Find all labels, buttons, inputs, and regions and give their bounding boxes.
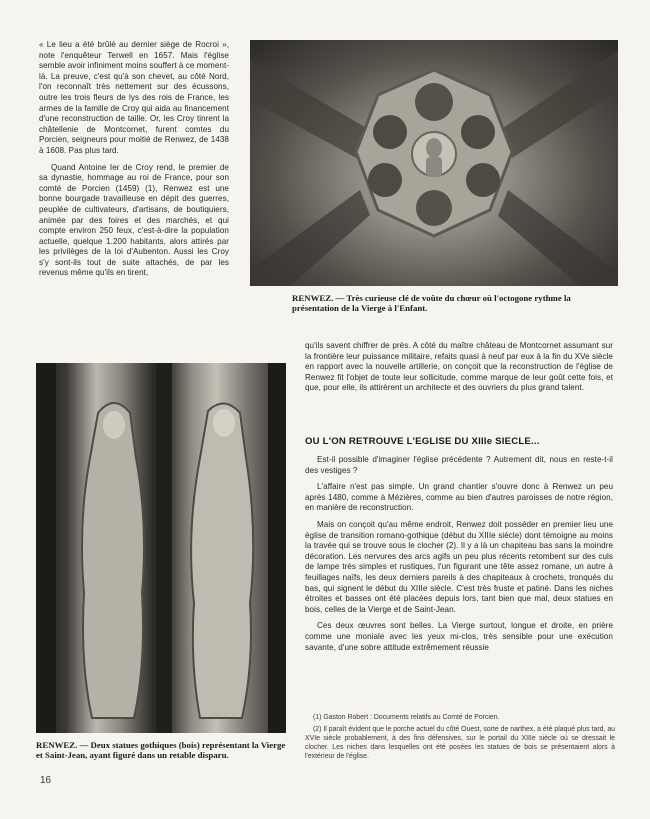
footnote: (1) Gaston Robert : Documents relatifs au Comté de Porcien. [313, 714, 500, 721]
page-number: 16 [40, 775, 52, 786]
paragraph: qu'ils savent chiffrer de près. A côté du maître château de Montcornet assumant sur la frontière leur puissance militaire, refaits quasi à neuf par eux à la fin du XVe siècle en rapport avec la nouvelle artillerie, on conçoit que la reconstruction de l'église de Renwez fit l'objet de toute leur sollicitude, comme marque de leur goût cette fois, et que, pour elle, ils attirèrent un architecte et des ouvriers du plus grand talent. [305, 341, 613, 393]
keystone-illustration [250, 40, 618, 286]
footnotes [305, 713, 615, 764]
caption-text: — Deux statues gothiques (bois) représentant la Vierge et Saint-Jean, ayant figuré dans un retable disparu. [36, 740, 286, 761]
paragraph: L'affaire n'est pas simple. Un grand chantier s'ouvre donc à Renwez un peu après 1480, comme à Mézières, comme au bien d'autres paroisses de notre région, en manière de reconstruction. [305, 482, 613, 513]
caption-text: — Très curieuse clé de voûte du chœur où l'octogone rythme la présentation de la Vierge à l'Enfant. [292, 293, 571, 314]
statues-photo [36, 363, 286, 733]
paragraph: Mais on conçoit qu'au même endroit, Renwez doit posséder en premier lieu une église de transition romano-gothique (début du XIIIe siècle) dont témoigne au moins la travée qui se trouve sous le clocher (2). Il y a là un chapiteau bas sans la moindre décoration. Les nervures des arcs agifs un peu plus récents retombent sur des culs de lampe très simples et rustiques, l'un figurant une tête assez romane, un autre à feuillages naïfs, les deux derniers pareils à des chapiteaux à crochets, tronqués du bas, qui signent le début du XIIIe siècle. C'est très fruste et patiné. Dans les niches étroites et basses ont été placées depuis lors, tant bien que mal, deux statues en bois, celles de la Vierge et de Saint-Jean. [305, 519, 613, 614]
statues-photo-caption [36, 740, 291, 760]
vault-keystone-photo [250, 40, 618, 286]
paragraph: Quand Antoine Ier de Croy rend, le premier de sa dynastie, hommage au roi de France, pour son comté de Porcien (1459) (1), Renwez est une bonne bourgade travailleuse en dépit des guerres, peuplée de cultivateurs, d'artisans, de boutiquiers, animée par des foires et des marchés, et qui compte environ 250 feux, c'est-à-dire la population actuelle, quelque 1.200 habitants, alors attirés par les privilèges de la loi d'Aubenton. Aussi les Croy s'y sont-ils tout de suite attachés, de par les revenus même qu'ils en tirent, [39, 162, 229, 278]
right-text-column-continued [305, 455, 613, 653]
left-text-column [39, 40, 229, 279]
paragraph: Ces deux œuvres sont belles. La Vierge surtout, longue et droite, en prière comme une moniale avec les yeux mi-clos, très sensible pour une exécution savante, d'une sobre attitude extrêmement réussie [305, 621, 613, 652]
caption-place: RENWEZ. [292, 293, 334, 303]
caption-place: RENWEZ. [36, 740, 78, 750]
section-heading: OU L'ON RETROUVE L'EGLISE DU XIIIe SIECLE... [305, 436, 540, 447]
paragraph: « Le lieu a été brûlé au dernier siège de Rocroi », note l'enquêteur Terwell en 1657. Mais l'église semble avoir infiniment moins souffert à ce moment-là. La preuve, c'est qu'à son chevet, au côté Nord, l'on reconnaît très nettement sur des écussons, outre les trois fleurs de lys des rois de France, les armes de la famille de Croy qui aida au financement d'une reconstruction de taille. Or, les Croy tinrent la châtellenie de Montcornet, furent comtes du Porcien, seigneurs pour moitié de Renwez, de 1438 à 1608. Pas plus tard. [39, 40, 229, 155]
vault-photo-caption [292, 293, 592, 313]
statues-illustration [36, 363, 286, 733]
right-text-column [305, 341, 613, 394]
paragraph: Est-il possible d'imaginer l'église précédente ? Autrement dit, nous en reste-t-il des vestiges ? [305, 455, 613, 475]
footnote: (2) Il paraît évident que le porche actuel du côté Ouest, sorte de narthex, a été plaqué plus tard, au XVIe siècle probablement, à des fins défensives, sur le portail du XIIIe siècle où se dressait le clocher. Les niches dans lesquelles ont été posées les statues de bois se présentaient alors à l'extérieur de l'église. [305, 726, 615, 760]
